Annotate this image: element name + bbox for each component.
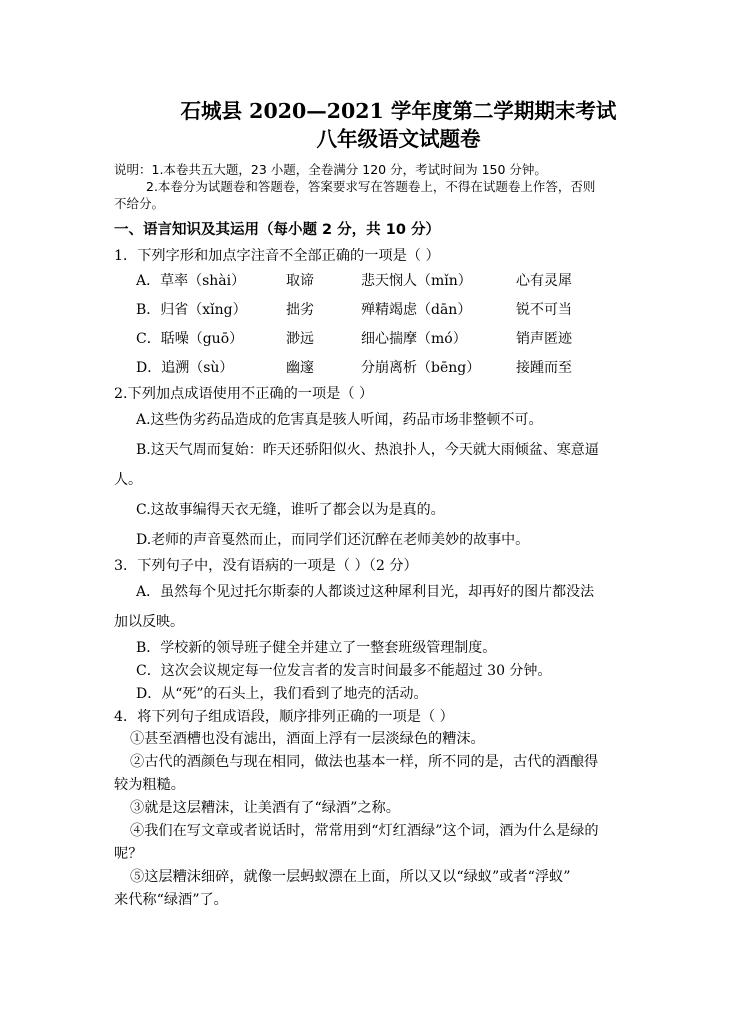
q1-c-3: 细心揣摩（mó）	[361, 331, 467, 347]
q3-option-a: A．虽然每个见过托尔斯泰的人都谈过这种犀利目光，却再好的图片都没法	[136, 584, 595, 600]
question-1-stem: 1．下列字形和加点字注音不全部正确的一项是（ ）	[114, 248, 440, 264]
q1-d-1: D．追溯（sù）	[136, 360, 234, 376]
question-3-stem: 3．下列句子中，没有语病的一项是（ ）（2 分）	[114, 558, 418, 574]
q1-a-2: 取谛	[286, 273, 314, 289]
q3-option-a-cont: 加以反映。	[114, 614, 184, 630]
q4-sentence-4-cont: 呢？	[114, 846, 143, 862]
exam-title: 石城县 2020—2021 学年度第二学期期末考试	[180, 99, 617, 123]
exam-subtitle: 八年级语文试题卷	[316, 127, 481, 151]
q1-a-3: 悲天悯人（mǐn）	[361, 273, 472, 289]
q1-b-1: B．归省（xǐng）	[136, 302, 247, 318]
q4-sentence-5: ⑤这层糟沫细碎，就像一层蚂蚁漂在上面，所以又以“绿蚁”或者“浮蚁”	[130, 869, 571, 885]
instructions-line-2: 2.本卷分为试题卷和答题卷，答案要求写在答题卷上，不得在试题卷上作答，否则	[146, 179, 596, 194]
q1-d-2: 幽邃	[286, 360, 314, 376]
question-4-stem: 4．将下列句子组成语段，顺序排列正确的一项是（ ）	[114, 709, 454, 725]
instructions-line-1: 说明：1.本卷共五大题，23 小题，全卷满分 120 分，考试时间为 150 分钟。	[114, 162, 547, 177]
q1-c-2: 渺远	[286, 331, 314, 347]
section-1-heading: 一、语言知识及其运用（每小题 2 分，共 10 分）	[114, 222, 440, 238]
question-1-options	[114, 267, 647, 383]
q1-a-4: 心有灵犀	[516, 273, 572, 289]
q3-option-c: C．这次会议规定每一位发言者的发言时间最多不能超过 30 分钟。	[136, 663, 552, 679]
instructions-line-3: 不给分。	[114, 196, 165, 211]
q1-d-3: 分崩离析（bēng）	[361, 360, 481, 376]
q2-option-a: A.这些伪劣药品造成的危害真是骇人听闻，药品市场非整顿不可。	[136, 412, 543, 428]
q1-c-4: 销声匿迹	[516, 331, 572, 347]
q4-sentence-3: ③就是这层糟沫，让美酒有了“绿酒”之称。	[130, 800, 400, 816]
q4-sentence-2-cont: 较为粗糙。	[114, 777, 185, 793]
q1-a-1: A．草率（shài）	[136, 273, 246, 289]
q3-option-d: D．从“死”的石头上，我们看到了地壳的活动。	[136, 686, 428, 702]
q1-b-3: 殚精竭虑（dān）	[361, 302, 472, 318]
q1-b-2: 拙劣	[286, 302, 314, 318]
q1-b-4: 锐不可当	[516, 302, 572, 318]
q2-option-c: C.这故事编得天衣无缝，谁听了都会以为是真的。	[136, 502, 445, 518]
q1-c-1: C．聒噪（guō）	[136, 331, 244, 347]
q2-option-d: D.老师的声音戛然而止，而同学们还沉醉在老师美妙的故事中。	[136, 532, 530, 548]
q4-sentence-2: ②古代的酒颜色与现在相同，做法也基本一样，所不同的是，古代的酒酿得	[130, 754, 599, 770]
q4-sentence-1: ①甚至酒槽也没有滤出，酒面上浮有一层淡绿色的糟沫。	[130, 731, 485, 747]
q3-option-b: B．学校新的领导班子健全并建立了一整套班级管理制度。	[136, 640, 497, 656]
q2-option-b: B.这天气周而复始：昨天还骄阳似火、热浪扑人，今天就大雨倾盆、寒意逼	[136, 442, 599, 458]
q4-sentence-5-cont: 来代称“绿酒”了。	[114, 892, 228, 908]
q4-sentence-4: ④我们在写文章或者说话时，常常用到“灯红酒绿”这个词，酒为什么是绿的	[130, 823, 599, 839]
q1-d-4: 接踵而至	[516, 360, 572, 376]
question-2-stem: 2.下列加点成语使用不正确的一项是（ ）	[114, 386, 374, 402]
q2-option-b-cont: 人。	[114, 472, 142, 488]
